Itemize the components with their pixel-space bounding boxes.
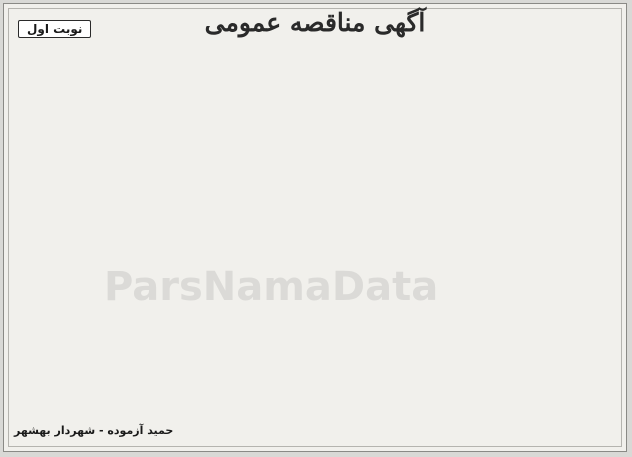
watermark: ParsNamaData	[104, 264, 439, 310]
notice-line	[12, 185, 618, 200]
notice-line	[12, 200, 618, 215]
notice-line	[12, 390, 618, 405]
notice-line	[12, 83, 618, 98]
notice-line	[12, 302, 618, 317]
notice-line	[12, 54, 618, 69]
notice-line	[12, 346, 618, 361]
notice-line	[12, 98, 618, 113]
notice-page	[3, 3, 627, 452]
notice-line	[12, 258, 618, 273]
notice-line	[12, 244, 618, 259]
notice-line	[12, 273, 618, 288]
notice-line	[12, 404, 618, 419]
notice-section-heading	[12, 112, 618, 127]
round-badge: نوبت اول	[18, 20, 91, 38]
notice-line	[12, 317, 618, 332]
notice-line	[12, 142, 618, 157]
notice-line	[12, 229, 618, 244]
notice-line	[12, 127, 618, 142]
notice-title: آگهی مناقصه عمومی	[204, 8, 426, 37]
notice-line	[12, 215, 618, 230]
notice-line	[12, 331, 618, 346]
notice-line	[12, 375, 618, 390]
notice-body	[12, 54, 618, 441]
notice-line	[12, 288, 618, 303]
notice-line	[12, 360, 618, 375]
notice-line	[12, 156, 618, 171]
mayor-signature: حمید آزموده - شهردار بهشهر	[14, 424, 174, 437]
notice-line	[12, 69, 618, 84]
notice-line	[12, 171, 618, 186]
